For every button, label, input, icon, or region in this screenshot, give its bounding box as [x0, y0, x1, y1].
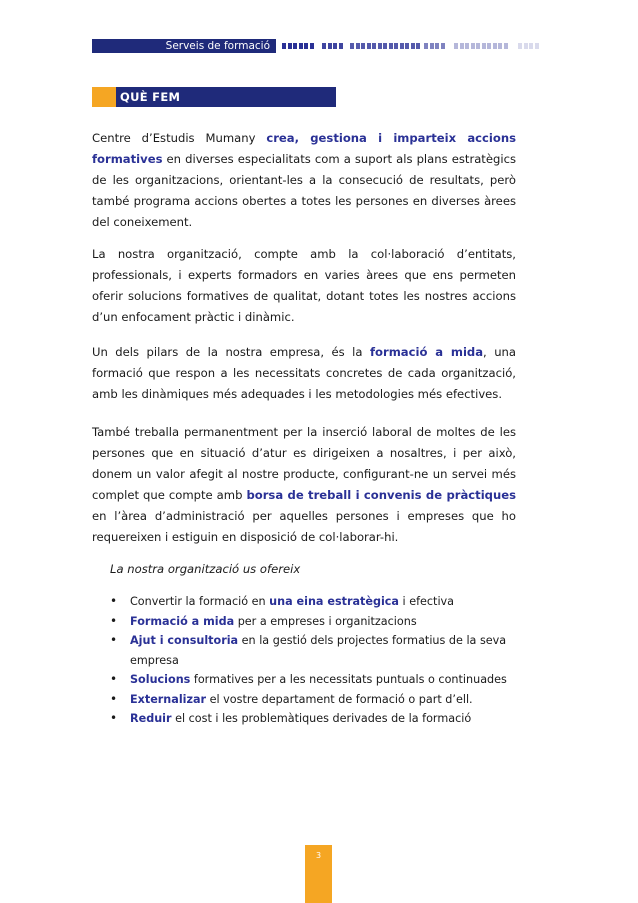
header-dot	[535, 43, 539, 49]
header-dot	[471, 43, 475, 49]
header-decoration	[282, 43, 542, 49]
highlighted-text: Formació a mida	[130, 614, 235, 628]
header-dot	[282, 43, 286, 49]
header-band	[92, 39, 276, 53]
header-dot	[498, 43, 502, 49]
bullet-icon: •	[110, 613, 118, 628]
section-accent-block	[92, 87, 116, 107]
offer-item	[110, 690, 520, 710]
header-dot	[339, 43, 343, 49]
offer-intro: La nostra organització us ofereix	[110, 562, 301, 576]
offer-item	[110, 631, 520, 670]
header-dot	[454, 43, 458, 49]
header-dot	[487, 43, 491, 49]
text-run: en diverses especialitats com a suport als plans estratègics de les organitzacions, orientant-les a la consecució de resultats, però també programa accions obertes a totes les persones en diverses àrees del coneixement.	[92, 152, 516, 229]
header-dot	[328, 43, 332, 49]
section-heading: QUÈ FEM	[120, 90, 181, 104]
page-number: 3	[315, 851, 322, 860]
text-run: També treballa permanentment per la inserció laboral de moltes de les persones que en situació d’atur es dirigeixen a nosaltres, i per això, donem un valor afegit al nostre producte, configurant-ne un servei més complet que compte amb	[92, 425, 516, 502]
highlighted-text: Reduir	[130, 712, 172, 725]
header-dot	[372, 43, 376, 49]
offer-item	[110, 592, 520, 612]
text-run: el vostre departament de formació o part d’ell.	[206, 692, 473, 706]
offer-item	[110, 670, 520, 690]
header-dot	[389, 43, 393, 49]
highlighted-text: una eina estratègica	[269, 595, 399, 608]
header-dot	[310, 43, 314, 49]
text-run: Centre d’Estudis Mumany	[92, 131, 267, 145]
highlighted-text: Ajut i consultoria	[130, 634, 239, 647]
header-dot	[333, 43, 337, 49]
header-dot	[518, 43, 522, 49]
highlighted-text: Externalizar	[130, 692, 207, 706]
text-run: Convertir la formació en	[130, 595, 270, 608]
header-dot	[441, 43, 445, 49]
header-dot	[361, 43, 365, 49]
text-run: La nostra organització, compte amb la col·laboració d’entitats, professionals, i experts formadors en varies àrees que ens permeten oferir solucions formatives de qualitat, dotant totes les nostres accions d’un enfocament pràctic i dinàmic.	[92, 247, 516, 324]
page-number-tab	[305, 845, 332, 903]
header-dot	[293, 43, 297, 49]
header-dot	[350, 43, 354, 49]
paragraph-collaboration	[92, 244, 516, 328]
bullet-icon: •	[110, 691, 118, 706]
header-dot	[400, 43, 404, 49]
paragraph-custom-training	[92, 342, 516, 405]
highlighted-text: Solucions	[130, 673, 191, 686]
offer-item	[110, 709, 520, 729]
text-run: , una formació que respon a les necessitats concretes de cada organització, amb les dinàmiques més adequades i les metodologies més efectives.	[92, 345, 516, 401]
paragraph-job-insertion	[92, 422, 516, 548]
paragraph-intro	[92, 128, 516, 233]
highlighted-text: formació a mida	[369, 345, 484, 359]
header-dot	[288, 43, 292, 49]
header-dot	[416, 43, 420, 49]
header-dot	[322, 43, 326, 49]
header-title: Serveis de formació	[165, 40, 270, 52]
text-run: el cost i les problemàtiques derivades de la formació	[171, 712, 472, 725]
header-dot	[524, 43, 528, 49]
bullet-icon: •	[110, 633, 118, 647]
text-run: en la gestió dels projectes formatius de la seva empresa	[130, 634, 507, 667]
header-dot	[383, 43, 387, 49]
bullet-icon: •	[110, 672, 118, 686]
text-run: i efectiva	[398, 595, 455, 608]
header-dot	[482, 43, 486, 49]
section-heading-bar	[92, 87, 336, 107]
text-run: formatives per a les necessitats puntuals o continuades	[190, 673, 507, 686]
header-dot	[465, 43, 469, 49]
header-dot	[299, 43, 303, 49]
header-dot	[430, 43, 434, 49]
text-run: Un dels pilars de la nostra empresa, és la	[92, 345, 370, 359]
highlighted-text: crea, gestiona i imparteix accions formatives	[92, 131, 516, 166]
header-dot	[394, 43, 398, 49]
text-run: en l’àrea d’administració per aquelles persones i empreses que ho requereixen i estiguin en disposició de col·laborar-hi.	[92, 509, 516, 544]
header-dot	[411, 43, 415, 49]
header-dot	[378, 43, 382, 49]
header-dot	[405, 43, 409, 49]
header-dot	[424, 43, 428, 49]
header-dot	[476, 43, 480, 49]
header-dot	[504, 43, 508, 49]
bullet-icon: •	[110, 711, 118, 725]
header-dot	[304, 43, 308, 49]
offer-list	[110, 592, 520, 729]
header-dot	[435, 43, 439, 49]
header-dot	[529, 43, 533, 49]
bullet-icon: •	[110, 594, 118, 608]
header-dot	[460, 43, 464, 49]
header-dot	[367, 43, 371, 49]
text-run: per a empreses i organitzacions	[234, 614, 417, 628]
header-dot	[493, 43, 497, 49]
offer-item	[110, 612, 520, 632]
header-dot	[356, 43, 360, 49]
highlighted-text: borsa de treball i convenis de pràctiques	[246, 488, 516, 502]
